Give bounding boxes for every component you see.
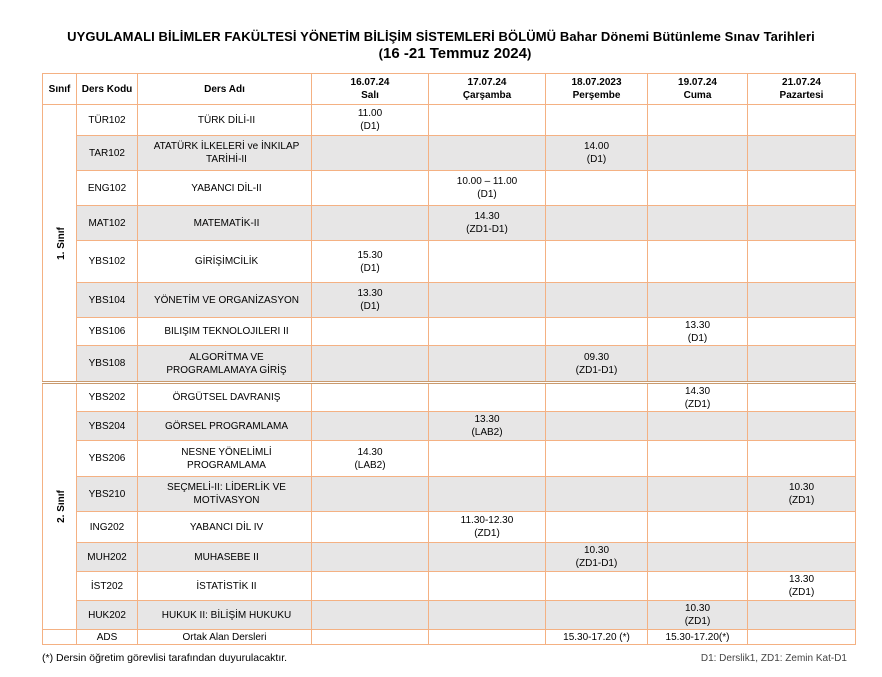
course-name: TÜRK DİLİ-II xyxy=(138,105,312,136)
table-row xyxy=(43,206,856,241)
col-header-name: Ders Adı xyxy=(138,74,312,105)
exam-slot-day-4 xyxy=(648,543,748,572)
course-code: YBS108 xyxy=(77,346,138,383)
exam-slot-day-3 xyxy=(546,572,648,601)
exam-slot-day-5 xyxy=(748,412,856,441)
course-code: TÜR102 xyxy=(77,105,138,136)
exam-slot-day-3 xyxy=(546,241,648,283)
exam-slot-day-5: 13.30 (ZD1) xyxy=(748,572,856,601)
col-header-sinif: Sınıf xyxy=(43,74,77,105)
exam-slot-day-2 xyxy=(429,136,546,171)
exam-slot-day-3 xyxy=(546,206,648,241)
course-name: Ortak Alan Dersleri xyxy=(138,630,312,645)
exam-slot-day-4 xyxy=(648,206,748,241)
course-code: YBS204 xyxy=(77,412,138,441)
exam-slot-day-3: 09.30 (ZD1-D1) xyxy=(546,346,648,383)
document-subtitle: (16 -21 Temmuz 2024) xyxy=(378,45,532,62)
exam-slot-day-4 xyxy=(648,412,748,441)
exam-slot-day-1 xyxy=(312,383,429,412)
exam-slot-day-1 xyxy=(312,346,429,383)
exam-schedule-table xyxy=(42,73,856,645)
exam-slot-day-2 xyxy=(429,283,546,318)
table-row-ads xyxy=(43,630,856,645)
exam-slot-day-3 xyxy=(546,105,648,136)
exam-slot-day-3 xyxy=(546,383,648,412)
course-name: NESNE YÖNELİMLİ PROGRAMLAMA xyxy=(138,441,312,477)
exam-slot-day-1: 15.30 (D1) xyxy=(312,241,429,283)
exam-slot-day-4 xyxy=(648,477,748,512)
exam-slot-day-1 xyxy=(312,171,429,206)
exam-slot-day-2 xyxy=(429,543,546,572)
course-name: GİRİŞİMCİLİK xyxy=(138,241,312,283)
exam-slot-day-2 xyxy=(429,601,546,630)
course-code: YBS202 xyxy=(77,383,138,412)
course-name: YÖNETİM VE ORGANİZASYON xyxy=(138,283,312,318)
course-name: YABANCI DİL IV xyxy=(138,512,312,543)
exam-slot-day-2: 10.00 – 11.00 (D1) xyxy=(429,171,546,206)
exam-slot-day-2: 11.30-12.30 (ZD1) xyxy=(429,512,546,543)
exam-slot-day-5 xyxy=(748,241,856,283)
exam-slot-day-5: 10.30 (ZD1) xyxy=(748,477,856,512)
exam-slot-day-4: 13.30 (D1) xyxy=(648,318,748,346)
course-code: ING202 xyxy=(77,512,138,543)
table-row xyxy=(43,136,856,171)
document-title: UYGULAMALI BİLİMLER FAKÜLTESİ YÖNETİM BİLİŞİM SİSTEMLERİ BÖLÜMÜ Bahar Dönemi Bütünleme Sınav Tarihleri xyxy=(67,29,815,44)
header-row xyxy=(43,74,856,105)
exam-slot-day-3 xyxy=(546,283,648,318)
course-code: ADS xyxy=(77,630,138,645)
exam-slot-day-4 xyxy=(648,171,748,206)
exam-slot-day-1 xyxy=(312,412,429,441)
exam-slot-day-1: 14.30 (LAB2) xyxy=(312,441,429,477)
exam-slot-day-5 xyxy=(748,512,856,543)
course-code: YBS106 xyxy=(77,318,138,346)
table-row xyxy=(43,601,856,630)
exam-slot-day-5 xyxy=(748,105,856,136)
table-row xyxy=(43,441,856,477)
exam-slot-day-4 xyxy=(648,136,748,171)
class-group-label: 2. Sınıf xyxy=(43,383,77,630)
course-name: MUHASEBE II xyxy=(138,543,312,572)
course-code: ENG102 xyxy=(77,171,138,206)
exam-slot-day-3: 10.30 (ZD1-D1) xyxy=(546,543,648,572)
exam-slot-day-3 xyxy=(546,477,648,512)
exam-slot-day-1 xyxy=(312,206,429,241)
exam-slot-day-3 xyxy=(546,512,648,543)
exam-slot-day-3 xyxy=(546,441,648,477)
exam-slot-day-4 xyxy=(648,105,748,136)
col-header-day-1: 16.07.24 Salı xyxy=(312,74,429,105)
exam-slot-day-3 xyxy=(546,412,648,441)
exam-slot-day-3 xyxy=(546,601,648,630)
exam-slot-day-2 xyxy=(429,383,546,412)
exam-slot-day-4 xyxy=(648,512,748,543)
course-name: ATATÜRK İLKELERİ ve İNKILAP TARİHİ-II xyxy=(138,136,312,171)
exam-slot-day-3: 15.30-17.20 (*) xyxy=(546,630,648,645)
course-code: İST202 xyxy=(77,572,138,601)
exam-slot-day-5 xyxy=(748,630,856,645)
exam-slot-day-5 xyxy=(748,318,856,346)
exam-slot-day-5 xyxy=(748,136,856,171)
table-row xyxy=(43,412,856,441)
exam-slot-day-5 xyxy=(748,206,856,241)
exam-slot-day-5 xyxy=(748,283,856,318)
exam-slot-day-5 xyxy=(748,171,856,206)
table-row xyxy=(43,346,856,383)
course-code: HUK202 xyxy=(77,601,138,630)
course-code: YBS210 xyxy=(77,477,138,512)
course-name: SEÇMELİ-II: LİDERLİK VE MOTİVASYON xyxy=(138,477,312,512)
exam-slot-day-4 xyxy=(648,441,748,477)
exam-slot-day-1 xyxy=(312,572,429,601)
table-row xyxy=(43,572,856,601)
exam-slot-day-4: 14.30 (ZD1) xyxy=(648,383,748,412)
table-row xyxy=(43,241,856,283)
exam-slot-day-1 xyxy=(312,601,429,630)
exam-slot-day-5 xyxy=(748,601,856,630)
exam-slot-day-5 xyxy=(748,346,856,383)
course-code: MUH202 xyxy=(77,543,138,572)
exam-slot-day-1 xyxy=(312,630,429,645)
col-header-day-3: 18.07.2023 Perşembe xyxy=(546,74,648,105)
course-name: MATEMATİK-II xyxy=(138,206,312,241)
col-header-code: Ders Kodu xyxy=(77,74,138,105)
exam-slot-day-1: 13.30 (D1) xyxy=(312,283,429,318)
exam-slot-day-4 xyxy=(648,572,748,601)
exam-slot-day-2 xyxy=(429,105,546,136)
exam-slot-day-2: 14.30 (ZD1-D1) xyxy=(429,206,546,241)
course-name: HUKUK II: BİLİŞİM HUKUKU xyxy=(138,601,312,630)
exam-slot-day-1: 11.00 (D1) xyxy=(312,105,429,136)
table-row xyxy=(43,283,856,318)
table-row xyxy=(43,171,856,206)
table-row xyxy=(43,105,856,136)
course-code: TAR102 xyxy=(77,136,138,171)
course-code: YBS206 xyxy=(77,441,138,477)
exam-slot-day-2 xyxy=(429,241,546,283)
exam-slot-day-4 xyxy=(648,283,748,318)
exam-slot-day-4 xyxy=(648,346,748,383)
exam-slot-day-3 xyxy=(546,318,648,346)
exam-slot-day-1 xyxy=(312,543,429,572)
exam-slot-day-4: 10.30 (ZD1) xyxy=(648,601,748,630)
course-code: YBS102 xyxy=(77,241,138,283)
empty-cell xyxy=(43,630,77,645)
course-name: BILIŞIM TEKNOLOJILERI II xyxy=(138,318,312,346)
course-name: GÖRSEL PROGRAMLAMA xyxy=(138,412,312,441)
table-row xyxy=(43,477,856,512)
exam-slot-day-2 xyxy=(429,441,546,477)
course-code: YBS104 xyxy=(77,283,138,318)
course-name: ÖRGÜTSEL DAVRANIŞ xyxy=(138,383,312,412)
exam-slot-day-1 xyxy=(312,136,429,171)
col-header-day-4: 19.07.24 Cuma xyxy=(648,74,748,105)
exam-slot-day-2 xyxy=(429,630,546,645)
exam-slot-day-2 xyxy=(429,346,546,383)
exam-slot-day-3 xyxy=(546,171,648,206)
exam-slot-day-2 xyxy=(429,477,546,512)
col-header-day-5: 21.07.24 Pazartesi xyxy=(748,74,856,105)
exam-slot-day-4 xyxy=(648,241,748,283)
table-row xyxy=(43,383,856,412)
table-row xyxy=(43,543,856,572)
exam-slot-day-2: 13.30 (LAB2) xyxy=(429,412,546,441)
course-code: MAT102 xyxy=(77,206,138,241)
course-name: İSTATİSTİK II xyxy=(138,572,312,601)
course-name: YABANCI DİL-II xyxy=(138,171,312,206)
exam-slot-day-5 xyxy=(748,383,856,412)
exam-slot-day-1 xyxy=(312,318,429,346)
table-row xyxy=(43,512,856,543)
col-header-day-2: 17.07.24 Çarşamba xyxy=(429,74,546,105)
exam-slot-day-5 xyxy=(748,543,856,572)
room-legend: D1: Derslik1, ZD1: Zemin Kat-D1 xyxy=(700,653,847,664)
exam-slot-day-2 xyxy=(429,318,546,346)
exam-slot-day-1 xyxy=(312,477,429,512)
exam-slot-day-1 xyxy=(312,512,429,543)
exam-slot-day-5 xyxy=(748,441,856,477)
footnote: (*) Dersin öğretim görevlisi tarafından duyurulacaktır. xyxy=(42,652,288,664)
exam-slot-day-2 xyxy=(429,572,546,601)
course-name: ALGORİTMA VE PROGRAMLAMAYA GİRİŞ xyxy=(138,346,312,383)
exam-slot-day-4: 15.30-17.20(*) xyxy=(648,630,748,645)
exam-slot-day-3: 14.00 (D1) xyxy=(546,136,648,171)
class-group-label: 1. Sınıf xyxy=(43,105,77,383)
table-row xyxy=(43,318,856,346)
